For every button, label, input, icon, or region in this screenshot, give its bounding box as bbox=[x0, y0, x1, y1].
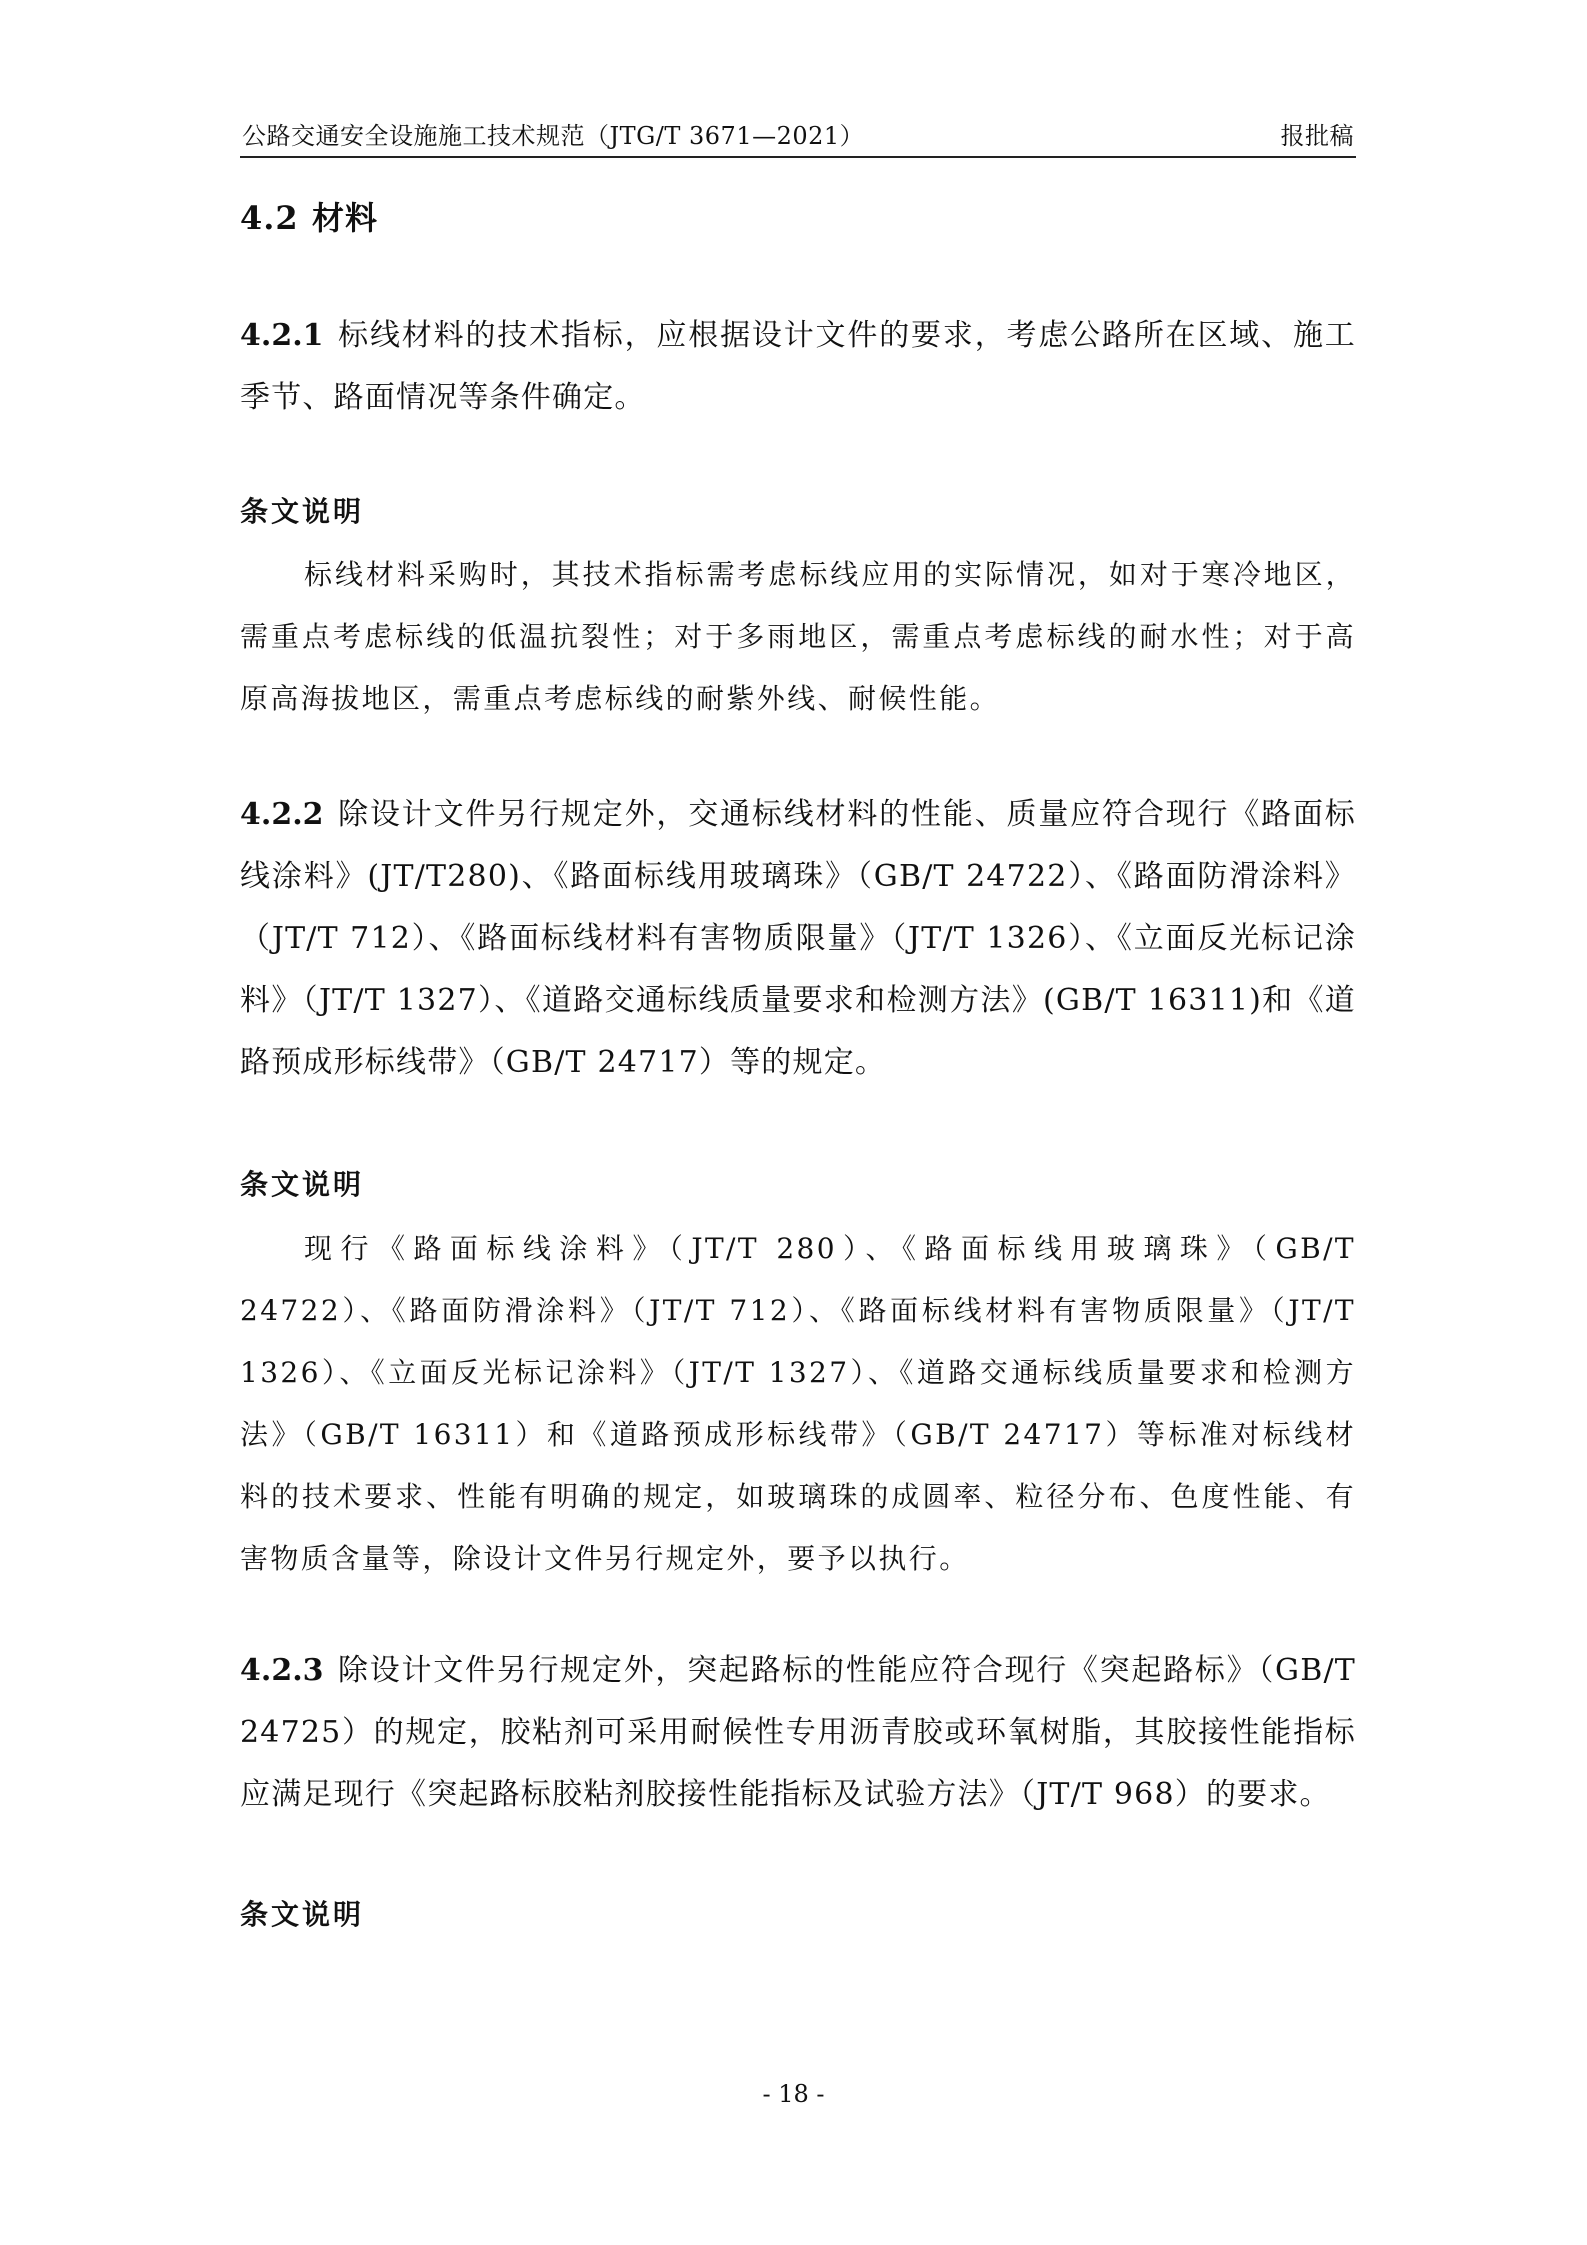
clause-number: 4.2.3 bbox=[240, 1653, 324, 1688]
section-heading bbox=[240, 193, 378, 239]
section-title: 材料 bbox=[312, 199, 379, 237]
clause-4-2-2 bbox=[240, 784, 1356, 1094]
clause-note-heading: 条文说明 bbox=[240, 495, 365, 528]
document-title: 公路交通安全设施施工技术规范（JTG/T 3671—2021） bbox=[242, 122, 865, 150]
section-number: 4.2 bbox=[240, 199, 299, 237]
clause-4-2-3 bbox=[240, 1640, 1356, 1826]
clause-number: 4.2.2 bbox=[240, 797, 324, 832]
clause-note-text: 标线材料采购时，其技术指标需考虑标线应用的实际情况，如对于寒冷地区，需重点考虑标线的低温抗裂性；对于多雨地区，需重点考虑标线的耐水性；对于高原高海拔地区，需重点考虑标线的耐紫外线、耐候性能。 bbox=[240, 558, 1356, 715]
clause-text: 标线材料的技术指标，应根据设计文件的要求，考虑公路所在区域、施工季节、路面情况等条件确定。 bbox=[240, 318, 1356, 415]
clause-note-text: 现行《路面标线涂料》（JT/T 280）、《路面标线用玻璃珠》（GB/T 24722）、《路面防滑涂料》（JT/T 712）、《路面标线材料有害物质限量》（JT/T 1326）、《立面反光标记涂料》（JT/T 1327）、《道路交通标线质量要求和检测方法》（GB/T 16311）和《道路预成形标线带》（GB/T 24717）等标准对标线材料的技术要求、性能有明确的规定，如玻璃珠的成圆率、粒径分布、色度性能、有害物质含量等，除设计文件另行规定外，要予以执行。 bbox=[240, 1232, 1356, 1575]
clause-text: 除设计文件另行规定外，交通标线材料的性能、质量应符合现行《路面标线涂料》(JT/T280)、《路面标线用玻璃珠》（GB/T 24722）、《路面防滑涂料》（JT/T 712）、《路面标线材料有害物质限量》（JT/T 1326）、《立面反光标记涂料》（JT/T 1327）、《道路交通标线质量要求和检测方法》(GB/T 16311)和《道路预成形标线带》（GB/T 24717）等的规定。 bbox=[240, 797, 1356, 1080]
clause-4-2-1 bbox=[240, 305, 1356, 429]
page-header bbox=[240, 110, 1356, 158]
clause-text: 除设计文件另行规定外，突起路标的性能应符合现行《突起路标》（GB/T 24725）的规定，胶粘剂可采用耐候性专用沥青胶或环氧树脂，其胶接性能指标应满足现行《突起路标胶粘剂胶接性能指标及试验方法》（JT/T 968）的要求。 bbox=[240, 1653, 1356, 1812]
clause-note-heading: 条文说明 bbox=[240, 1168, 365, 1201]
clause-note-heading: 条文说明 bbox=[240, 1898, 365, 1931]
page-number: - 18 - bbox=[762, 2080, 825, 2108]
clause-number: 4.2.1 bbox=[240, 318, 324, 353]
draft-status: 报批稿 bbox=[1280, 122, 1354, 150]
